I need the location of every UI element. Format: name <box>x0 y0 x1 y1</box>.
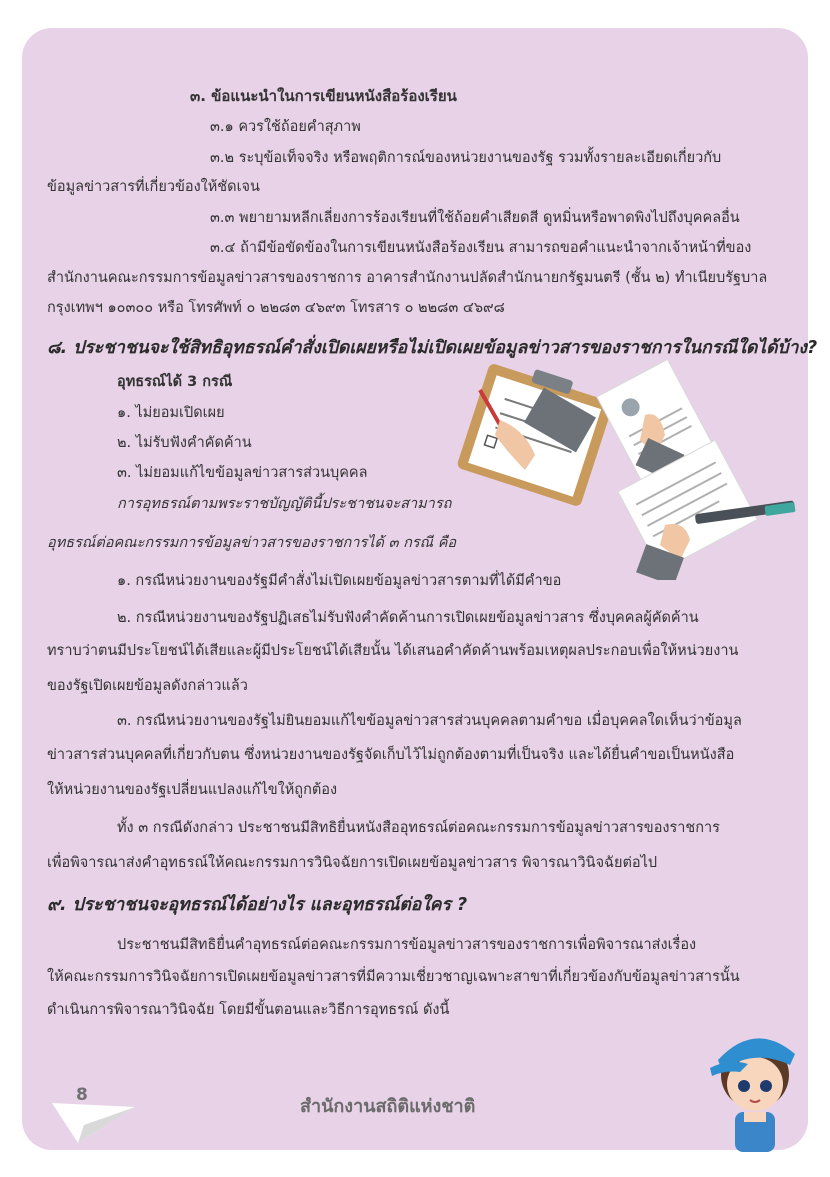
section3-item2-line2: ข้อมูลข่าวสารที่เกี่ยวข้องให้ชัดเจน <box>47 179 260 195</box>
section8-case2: ๒. ไม่รับฟังคำคัดค้าน <box>117 435 252 451</box>
section9-line2: ให้คณะกรรมการวินิจฉัยการเปิดเผยข้อมูลข่าวสารที่มีความเชี่ยวชาญเฉพาะสาขาที่เกี่ยวข้องกับข้อมูลข่าวสารนั้น <box>47 969 740 985</box>
section8-italic-line1: การอุทธรณ์ตามพระราชบัญญัตินี้ประชาชนจะสามารถ <box>117 496 452 512</box>
mascot-character <box>700 1020 810 1155</box>
section8-case1: ๑. ไม่ยอมเปิดเผย <box>117 405 225 421</box>
section8-italic-line2: อุทธรณ์ต่อคณะกรรมการข้อมูลข่าวสารของราชการได้ ๓ กรณี คือ <box>47 535 457 551</box>
section8-p3-line1: ๓. กรณีหน่วยงานของรัฐไม่ยินยอมแก้ไขข้อมูลข่าวสารส่วนบุคคลตามคำขอ เมื่อบุคคลใดเห็นว่าข้อมูล <box>117 713 742 729</box>
section3-item3: ๓.๓ พยายามหลีกเลี่ยงการร้องเรียนที่ใช้ถ้อยคำเสียดสี ดูหมิ่นหรือพาดพิงไปถึงบุคคลอื่น <box>210 210 740 226</box>
section3-item4-line1: ๓.๔ ถ้ามีข้อขัดข้องในการเขียนหนังสือร้องเรียน สามารถขอคำแนะนำจากเจ้าหน้าที่ของ <box>210 240 752 256</box>
section8-p4-line2: เพื่อพิจารณาส่งคำอุทธรณ์ให้คณะกรรมการวินิจฉัยการเปิดเผยข้อมูลข่าวสาร พิจารณาวินิจฉัยต่อไป <box>47 855 658 871</box>
footer-title: สำนักงานสถิติแห่งชาติ <box>300 1096 476 1117</box>
section3-item4-line2: สำนักงานคณะกรรมการข้อมูลข่าวสารของราชการ อาคารสำนักงานปลัดสำนักนายกรัฐมนตรี (ชั้น ๒) ทำเนียบรัฐบาล <box>47 270 768 286</box>
section3-item2-line1: ๓.๒ ระบุข้อเท็จจริง หรือพฤติการณ์ของหน่วยงานของรัฐ รวมทั้งรายละเอียดเกี่ยวกับ <box>210 150 722 166</box>
clipboard-document-icon <box>440 360 810 580</box>
section8-subheading: อุทธรณ์ได้ 3 กรณี <box>117 374 233 390</box>
page-number: 8 <box>76 1085 88 1105</box>
section3-heading: ๓. ข้อแนะนำในการเขียนหนังสือร้องเรียน <box>190 87 457 105</box>
section8-p3-line3: ให้หน่วยงานของรัฐเปลี่ยนแปลงแก้ไขให้ถูกต้อง <box>47 782 338 798</box>
section8-p2-line2: ทราบว่าตนมีประโยชน์ได้เสียและผู้มีประโยชน์ได้เสียนั้น ได้เสนอคำคัดค้านพร้อมเหตุผลประกอบเพื่อให้หน่วยงาน <box>47 643 739 659</box>
section8-p3-line2: ข่าวสารส่วนบุคคลที่เกี่ยวกับตน ซึ่งหน่วยงานของรัฐจัดเก็บไว้ไม่ถูกต้องตามที่เป็นจริง และได้ยื่นคำขอเป็นหนังสือ <box>47 747 735 763</box>
section9-heading: ๙. ประชาชนจะอุทธรณ์ได้อย่างไร และอุทธรณ์ต่อใคร ? <box>47 895 468 915</box>
section8-p4-line1: ทั้ง ๓ กรณีดังกล่าว ประชาชนมีสิทธิยื่นหนังสืออุทธรณ์ต่อคณะกรรมการข้อมูลข่าวสารของราชการ <box>117 820 720 836</box>
section8-case3: ๓. ไม่ยอมแก้ไขข้อมูลข่าวสารส่วนบุคคล <box>117 465 368 481</box>
section8-heading: ๘. ประชาชนจะใช้สิทธิอุทธรณ์คำสั่งเปิดเผยหรือไม่เปิดเผยข้อมูลข่าวสารของราชการในกรณีใดได้บ้าง? <box>47 338 818 358</box>
section8-p2-line3: ของรัฐเปิดเผยข้อมูลดังกล่าวแล้ว <box>47 678 248 694</box>
section8-p1: ๑. กรณีหน่วยงานของรัฐมีคำสั่งไม่เปิดเผยข้อมูลข่าวสารตามที่ได้มีคำขอ <box>117 573 562 589</box>
section3-item1: ๓.๑ ควรใช้ถ้อยคำสุภาพ <box>210 119 361 135</box>
section8-p2-line1: ๒. กรณีหน่วยงานของรัฐปฏิเสธไม่รับฟังคำคัดค้านการเปิดเผยข้อมูลข่าวสาร ซึ่งบุคคลผู้คัดค้าน <box>117 610 699 626</box>
section9-line3: ดำเนินการพิจารณาวินิจฉัย โดยมีขั้นตอนและวิธีการอุทธรณ์ ดังนี้ <box>47 1002 450 1018</box>
section9-line1: ประชาชนมีสิทธิยื่นคำอุทธรณ์ต่อคณะกรรมการข้อมูลข่าวสารของราชการเพื่อพิจารณาส่งเรื่อง <box>117 937 697 953</box>
paper-airplane-icon <box>50 1085 140 1147</box>
section3-item4-line3: กรุงเทพฯ ๑๐๓๐๐ หรือ โทรศัพท์ ๐ ๒๒๘๓ ๔๖๙๓ โทรสาร ๐ ๒๒๘๓ ๔๖๙๘ <box>47 300 505 316</box>
